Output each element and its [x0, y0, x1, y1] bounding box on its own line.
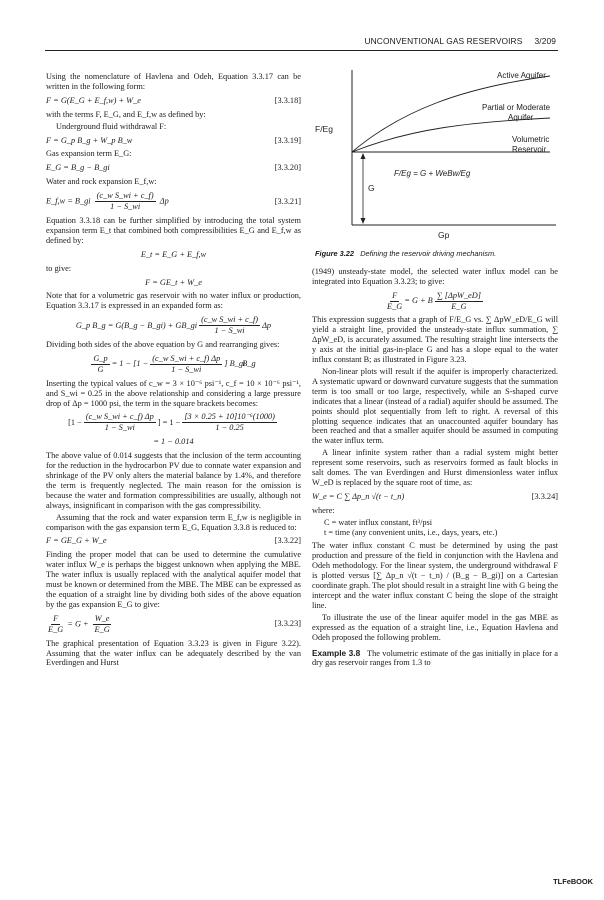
- label-partial-aquifer-2: Aquifer: [508, 113, 534, 122]
- equation-3-3-18: [46, 96, 301, 106]
- fraction: [91, 354, 109, 375]
- denominator: E_G: [387, 301, 403, 311]
- numerator: F: [392, 290, 398, 300]
- paragraph: Dividing both sides of the above equation by G and rearranging gives:: [46, 340, 280, 350]
- equation-3-3-23: [46, 614, 301, 635]
- paragraph: The graphical presentation of Equation 3.3.23 is given in Figure 3.22). Assuming that the water influx can be adequately described by the van Everdingen and Hurst: [46, 638, 301, 668]
- equation: [46, 354, 301, 375]
- equation-number: [3.3.21]: [274, 196, 301, 206]
- paragraph: This expression suggests that a graph of F/E_G vs. ∑ ΔpW_eD/E_G will yield a straight line, provided the unsteady-state influx summation, ∑ ΔpW_eD, is accurately assumed. The resulting straight line intersects the y axis at the initial gas-in-place G and has a slope equal to the water influx constant B; as illustrated in Figure 3.23.: [312, 315, 558, 365]
- y-axis-label: F/Eg: [315, 124, 333, 134]
- equation-number: [3.3.19]: [274, 135, 301, 145]
- paragraph: Underground fluid withdrawal F:: [56, 121, 167, 131]
- equation: [312, 291, 558, 312]
- numerator: [3 × 0.25 + 10]10⁻⁶(1000): [184, 412, 275, 422]
- equation-3-3-21: [46, 191, 301, 212]
- equation-number: [3.3.24]: [531, 491, 558, 501]
- equation-expr: E_t = E_G + E_f,w: [140, 249, 207, 259]
- equation-number: [3.3.18]: [274, 95, 301, 105]
- paragraph: Using the nomenclature of Havlena and Odeh, Equation 3.3.17 can be written in the following form:: [46, 72, 301, 91]
- left-column: [46, 72, 301, 670]
- equation-mid: = 1 − [1 −: [111, 359, 149, 369]
- figure-caption: [315, 249, 558, 259]
- numerator: (c_w S_wi + c_f) Δp: [85, 412, 154, 422]
- example-text: The volumetric estimate of the gas initially in place for a dry gas reservoir ranges from 1.3 to: [312, 648, 558, 668]
- numerator: ∑ [ΔpW_eD]: [436, 290, 481, 300]
- equation: [1 − $\frac{\text{(c\_w S\_wi + c\_f) Δp}}{1 - S\_wi}$ ] = 1 − $\frac{\text{[3 × 0.25 + 10]10⁻⁶(1000)}}{1 - 0.25}$: [68, 412, 275, 433]
- fraction: [182, 412, 277, 433]
- paragraph: Gas expansion term E_G:: [46, 149, 132, 159]
- paragraph: to give:: [46, 263, 72, 273]
- denominator: E_G: [48, 624, 64, 634]
- equation-expr: F = G_p B_g + W_p B_w: [46, 135, 133, 145]
- paragraph: A linear infinite system rather than a radial system might better represent some reservoirs, such as reservoirs formed as fault blocks in salt domes. The van Everdingen and Hurst dimensionless water influx W_eD is replaced by the square root of time, as:: [312, 448, 558, 487]
- denominator: G: [97, 364, 104, 374]
- denominator: 1 − 0.25: [215, 423, 244, 433]
- fraction: [84, 412, 156, 433]
- paragraph: Inserting the typical values of c_w = 3 × 10⁻⁶ psi⁻¹, c_f = 10 × 10⁻⁶ psi⁻¹, and S_wi = 0.25 in the above relationship and considering a large pressure drop of Δp = 1000 psi, the term in the square brackets becomes:: [46, 378, 301, 408]
- paragraph: Water and rock expansion E_f,w:: [46, 177, 157, 187]
- paragraph: Non-linear plots will result if the aquifer is improperly characterized. A systematic upward or downward curvature suggests that the summation term is too small or too large, respectively, while an S-shaped curve indicates that a linear (instead of a radial) aquifer should be assumed. The points should plot sequentially from left to right. A reversal of this plotting sequence indicates that an unaccounted aquifer boundary has been reached and that a smaller aquifer should be assumed in computing the water influx term.: [312, 366, 558, 446]
- paragraph: Note that for a volumetric gas reservoir with no water influx or production, Equation 3.3.17 is expressed in an expanded form as:: [46, 291, 301, 311]
- arrow-up-icon: [361, 153, 366, 159]
- example-label: Example 3.8: [312, 647, 361, 658]
- equation-3-3-22: [46, 536, 301, 546]
- right-column: [312, 60, 558, 670]
- equation-expr: W_e = C ∑ Δp_n √(t − t_n): [312, 491, 405, 501]
- denominator: E_G: [94, 624, 110, 634]
- fraction: [150, 354, 222, 375]
- numerator: F: [53, 613, 59, 623]
- denominator: 1 − S_wi: [214, 326, 245, 336]
- equation-3-3-19: [46, 136, 301, 146]
- equation-lhs: E_f,w = B_gi: [46, 196, 91, 206]
- equation-number: [3.3.22]: [274, 536, 301, 546]
- figure-equation: F/Eg = G + WeBw/Eg: [394, 169, 471, 178]
- page-number: 3/209: [534, 36, 556, 46]
- numerator: W_e: [94, 613, 110, 623]
- paragraph: Equation 3.3.18 can be further simplified by introducing the total system expansion term E_t that combined both compressibilities E_G and E_f,w as defined by:: [46, 215, 301, 245]
- paragraph: The water influx constant C must be determined by using the past production and pressure of the field in conjunction with the Havlena and Odeh methodology. For the linear system, the underground withdrawal F is plotted versus [∑ Δp_n √(t − t_n) / (B_g − B_gi)] on a Cartesian coordinate graph. The plot should result in a straight line with G being the intercept and the water influx constant C being the slope of the straight line.: [312, 541, 558, 610]
- equation-number: [3.3.23]: [274, 619, 301, 629]
- running-header: [365, 37, 556, 47]
- fraction: [93, 614, 112, 635]
- paragraph: Finding the proper model that can be used to determine the cumulative water influx W_e is perhaps the biggest unknown when applying the MBE. The water influx is usually replaced with the analytical aquifer model that must be known or determined from the MBE. The MBE can be expressed as the equation of a straight line by dividing both sides of the above equation by the gas expansion E_G to give:: [46, 550, 301, 609]
- equation-expr: F = GE_G + W_e: [46, 536, 107, 546]
- paragraph: where:: [312, 505, 335, 515]
- definitions: [324, 518, 558, 538]
- fraction: [95, 191, 156, 212]
- equation-mid: = G +: [67, 619, 89, 629]
- fraction: [435, 291, 483, 312]
- footer-watermark: TLFeBOOK: [553, 877, 593, 887]
- numerator: (c_w S_wi + c_f): [201, 315, 259, 325]
- equation-expr: E_G = B_g − B_gi: [46, 163, 110, 173]
- header-title: UNCONVENTIONAL GAS RESERVOIRS: [364, 36, 523, 46]
- figure-caption-text: Defining the reservoir driving mechanism.: [360, 248, 497, 258]
- equation-3-3-20: [46, 163, 301, 173]
- equation-number: [3.3.20]: [274, 163, 301, 173]
- arrow-down-icon: [361, 218, 366, 224]
- paragraph: Assuming that the rock and water expansion term E_f,w is negligible in comparison with the gas expansion term E_G, Equation 3.3.8 is reduced to:: [46, 512, 301, 532]
- paragraph: To illustrate the use of the linear aquifer model in the gas MBE as expressed as the equation of a straight line, i.e., Equation Havlena and Odeh proposed the following problem.: [312, 612, 558, 642]
- label-volumetric-1: Volumetric: [512, 135, 550, 144]
- equation-tail: Δp: [159, 196, 169, 206]
- equation-lhs: G_p B_g = G(B_g − B_gi) + GB_gi: [75, 320, 198, 330]
- label-active-aquifer: Active Aquifer: [497, 71, 546, 80]
- denominator: E_G: [451, 301, 467, 311]
- numerator: (c_w S_wi + c_f) Δp: [152, 353, 221, 363]
- figure-number: Figure 3.22: [315, 248, 355, 258]
- equation-expr: = 1 − 0.014: [153, 437, 194, 447]
- equation: [46, 278, 301, 288]
- fraction: [387, 291, 402, 312]
- denominator: 1 − S_wi: [110, 202, 141, 212]
- paragraph: (1949) unsteady-state model, the selected water influx model can be integrated into Equation 3.3.23; to give:: [312, 266, 558, 286]
- denominator: B_g: [242, 359, 256, 369]
- g-label: G: [368, 183, 375, 193]
- denominator: 1 − S_wi: [104, 423, 135, 433]
- numerator: (c_w S_wi + c_f): [96, 191, 154, 201]
- example-paragraph: [312, 649, 558, 669]
- equation: [46, 250, 301, 260]
- equation-mid: = G + B: [404, 296, 433, 306]
- fraction: [48, 614, 63, 635]
- equation-expr: F = G(E_G + E_f,w) + W_e: [46, 95, 141, 105]
- header-rule: [45, 50, 558, 51]
- equation-tail: ] B_gi: [224, 359, 246, 369]
- equation: [46, 437, 301, 447]
- label-volumetric-2: Reservoir: [512, 145, 547, 154]
- equation-3-3-24: [312, 492, 558, 502]
- figure-3-22-diagram: [312, 60, 558, 242]
- equation-expr: F = GE_t + W_e: [145, 277, 202, 287]
- definition: C = water influx constant, ft³/psi: [324, 517, 433, 527]
- equation-tail: Δp: [262, 320, 272, 330]
- paragraph: The above value of 0.014 suggests that the inclusion of the term accounting for the reduction in the hydrocarbon PV due to connate water expansion and shrinkage of the PV only alters the material balance by 1.4%, and therefore the term is frequently neglected. The main reason for the omission is because the water and formation compressibilities are usually, although not always, insignificant in comparison with the gas compressibility.: [46, 451, 301, 510]
- fraction-denominator: [242, 359, 255, 369]
- x-axis-label: Gp: [438, 230, 450, 240]
- definition: t = time (any convenient units, i.e., days, years, etc.): [324, 527, 498, 537]
- paragraph: with the terms F, E_G, and E_f,w as defined by:: [46, 109, 206, 119]
- label-partial-aquifer-1: Partial or Moderate: [482, 103, 551, 112]
- denominator: 1 − S_wi: [171, 364, 202, 374]
- equation: [46, 315, 301, 336]
- numerator: G_p: [93, 353, 108, 363]
- fraction: [199, 315, 260, 336]
